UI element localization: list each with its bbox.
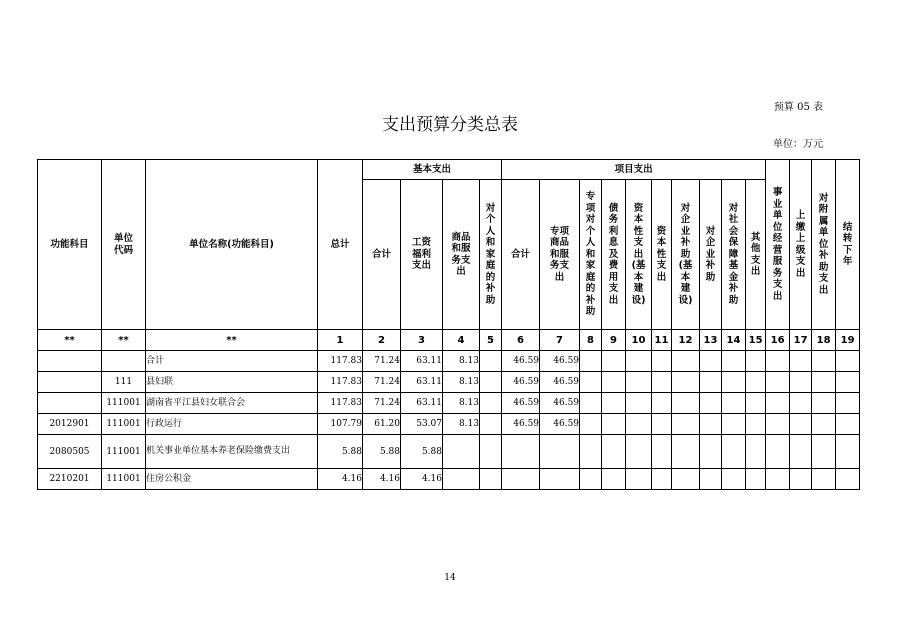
value-cell: 53.07 <box>401 414 443 435</box>
header-business: 事 业 单 位 经 营 服 务 支 出 <box>766 160 790 330</box>
value-cell <box>443 469 480 490</box>
unit-code-cell: 111001 <box>102 469 146 490</box>
value-cell <box>652 351 672 372</box>
value-cell <box>790 469 812 490</box>
header-proj-capital-build: 资 本 性 支 出 (基 本 建 设) <box>626 180 652 330</box>
header-proj-social: 对 社 会 保 障 基 金 补 助 <box>722 180 746 330</box>
unit-code-cell <box>102 351 146 372</box>
value-cell <box>722 372 746 393</box>
value-cell <box>746 372 766 393</box>
unit-code-cell: 111001 <box>102 393 146 414</box>
unit-code-cell: 111 <box>102 372 146 393</box>
column-index-cell: 3 <box>401 330 443 351</box>
value-cell <box>480 414 502 435</box>
value-cell: 61.20 <box>363 414 401 435</box>
value-cell <box>480 351 502 372</box>
value-cell <box>812 393 836 414</box>
column-index-cell: 16 <box>766 330 790 351</box>
value-cell <box>672 372 700 393</box>
header-proj-goods: 专项 商品 和服 务支 出 <box>540 180 580 330</box>
func-code-cell: 2012901 <box>38 414 102 435</box>
value-cell <box>480 469 502 490</box>
value-cell <box>602 435 626 469</box>
value-cell <box>790 414 812 435</box>
value-cell: 46.59 <box>502 372 540 393</box>
column-index-cell: 5 <box>480 330 502 351</box>
column-index-row <box>38 330 860 351</box>
value-cell: 71.24 <box>363 372 401 393</box>
column-index-cell: ** <box>38 330 102 351</box>
form-number: 预算 05 表 <box>773 102 823 113</box>
value-cell: 5.88 <box>363 435 401 469</box>
header-unit-name: 单位名称(功能科目) <box>146 160 318 330</box>
page-number: 14 <box>444 573 456 583</box>
value-cell <box>836 469 860 490</box>
table-row <box>38 351 860 372</box>
column-index-cell: 1 <box>318 330 363 351</box>
value-cell <box>700 351 722 372</box>
header-unit-code: 单位 代码 <box>102 160 146 330</box>
value-cell <box>602 469 626 490</box>
column-index-cell: 8 <box>580 330 602 351</box>
header-basic-wage: 工资 福利 支出 <box>401 180 443 330</box>
unit-code-cell: 111001 <box>102 435 146 469</box>
value-cell: 8.13 <box>443 351 480 372</box>
value-cell <box>790 435 812 469</box>
value-cell: 63.11 <box>401 393 443 414</box>
column-index-cell: 6 <box>502 330 540 351</box>
value-cell <box>812 469 836 490</box>
header-basic-group: 基本支出 <box>363 160 502 180</box>
value-cell <box>812 435 836 469</box>
value-cell <box>602 351 626 372</box>
budget-table <box>37 159 860 490</box>
value-cell: 4.16 <box>401 469 443 490</box>
column-index-cell: 13 <box>700 330 722 351</box>
value-cell <box>790 351 812 372</box>
value-cell <box>836 435 860 469</box>
header-carry-over: 结 转 下 年 <box>836 160 860 330</box>
value-cell <box>790 372 812 393</box>
header-basic-goods: 商品 和服 务支 出 <box>443 180 480 330</box>
value-cell <box>602 393 626 414</box>
page-title: 支出预算分类总表 <box>382 115 518 135</box>
header-pay-up: 上 缴 上 级 支 出 <box>790 160 812 330</box>
value-cell <box>700 435 722 469</box>
unit-code-cell: 111001 <box>102 414 146 435</box>
table-row <box>38 393 860 414</box>
unit-name-cell: 县妇联 <box>146 372 318 393</box>
value-cell <box>672 469 700 490</box>
unit-label: 单位：万元 <box>773 139 823 150</box>
value-cell <box>766 372 790 393</box>
column-index-cell: 14 <box>722 330 746 351</box>
func-code-cell: 2080505 <box>38 435 102 469</box>
column-index-cell: 10 <box>626 330 652 351</box>
value-cell: 63.11 <box>401 351 443 372</box>
value-cell <box>746 435 766 469</box>
value-cell <box>502 469 540 490</box>
column-index-cell: 11 <box>652 330 672 351</box>
value-cell <box>602 372 626 393</box>
header-total: 总计 <box>318 160 363 330</box>
value-cell <box>700 372 722 393</box>
value-cell <box>626 469 652 490</box>
value-cell <box>836 351 860 372</box>
column-index-cell: 12 <box>672 330 700 351</box>
value-cell <box>812 372 836 393</box>
column-index-cell: ** <box>102 330 146 351</box>
value-cell: 71.24 <box>363 393 401 414</box>
header-basic-total: 合计 <box>363 180 401 330</box>
value-cell: 46.59 <box>540 414 580 435</box>
unit-name-cell: 住房公积金 <box>146 469 318 490</box>
header-proj-ent: 对 企 业 补 助 <box>700 180 722 330</box>
value-cell <box>580 393 602 414</box>
header-func-code: 功能科目 <box>38 160 102 330</box>
value-cell <box>443 435 480 469</box>
value-cell <box>672 393 700 414</box>
value-cell <box>746 393 766 414</box>
unit-name-cell: 行政运行 <box>146 414 318 435</box>
value-cell <box>746 414 766 435</box>
value-cell <box>580 414 602 435</box>
value-cell <box>652 414 672 435</box>
header-affiliated: 对 附 属 单 位 补 助 支 出 <box>812 160 836 330</box>
table-row <box>38 435 860 469</box>
column-index-cell: 15 <box>746 330 766 351</box>
value-cell: 117.83 <box>318 372 363 393</box>
value-cell <box>766 469 790 490</box>
func-code-cell <box>38 351 102 372</box>
value-cell <box>836 414 860 435</box>
value-cell <box>722 435 746 469</box>
func-code-cell <box>38 372 102 393</box>
value-cell <box>746 351 766 372</box>
unit-name-cell: 湖南省平江县妇女联合会 <box>146 393 318 414</box>
value-cell <box>700 414 722 435</box>
column-index-cell: 17 <box>790 330 812 351</box>
value-cell <box>480 435 502 469</box>
value-cell: 117.83 <box>318 351 363 372</box>
value-cell <box>580 469 602 490</box>
value-cell <box>626 372 652 393</box>
header-proj-other: 其 他 支 出 <box>746 180 766 330</box>
value-cell <box>722 393 746 414</box>
value-cell: 8.13 <box>443 414 480 435</box>
value-cell: 107.79 <box>318 414 363 435</box>
value-cell <box>580 372 602 393</box>
value-cell <box>700 393 722 414</box>
value-cell: 46.59 <box>502 414 540 435</box>
value-cell <box>652 435 672 469</box>
column-index-cell: 19 <box>836 330 860 351</box>
value-cell: 46.59 <box>502 393 540 414</box>
value-cell <box>626 351 652 372</box>
unit-name-cell: 机关事业单位基本养老保险缴费支出 <box>146 435 318 469</box>
value-cell <box>812 351 836 372</box>
header-basic-personal: 对 个 人 和 家 庭 的 补 助 <box>480 180 502 330</box>
value-cell <box>580 435 602 469</box>
value-cell <box>626 414 652 435</box>
value-cell: 117.83 <box>318 393 363 414</box>
value-cell <box>790 393 812 414</box>
column-index-cell: 7 <box>540 330 580 351</box>
value-cell <box>602 414 626 435</box>
value-cell <box>836 372 860 393</box>
value-cell <box>766 414 790 435</box>
value-cell <box>672 351 700 372</box>
header-proj-personal: 专 项 对 个 人 和 家 庭 的 补 助 <box>580 180 602 330</box>
value-cell <box>652 469 672 490</box>
column-index-cell: 18 <box>812 330 836 351</box>
table-row <box>38 469 860 490</box>
value-cell: 4.16 <box>318 469 363 490</box>
value-cell: 46.59 <box>540 393 580 414</box>
header-proj-total: 合计 <box>502 180 540 330</box>
value-cell <box>540 469 580 490</box>
value-cell <box>722 469 746 490</box>
value-cell <box>766 393 790 414</box>
value-cell: 8.13 <box>443 393 480 414</box>
header-project-group: 项目支出 <box>502 160 766 180</box>
value-cell <box>480 372 502 393</box>
unit-name-cell: 合计 <box>146 351 318 372</box>
func-code-cell <box>38 393 102 414</box>
value-cell <box>722 351 746 372</box>
value-cell <box>766 351 790 372</box>
value-cell <box>626 435 652 469</box>
column-index-cell: 2 <box>363 330 401 351</box>
value-cell <box>746 469 766 490</box>
column-index-cell: 4 <box>443 330 480 351</box>
value-cell: 5.88 <box>401 435 443 469</box>
value-cell <box>540 435 580 469</box>
value-cell <box>836 393 860 414</box>
table-row <box>38 372 860 393</box>
value-cell <box>652 372 672 393</box>
data-rows <box>38 351 860 490</box>
value-cell <box>580 351 602 372</box>
value-cell: 4.16 <box>363 469 401 490</box>
value-cell <box>672 414 700 435</box>
header-proj-capital: 资 本 性 支 出 <box>652 180 672 330</box>
header-proj-debt: 债 务 利 息 及 费 用 支 出 <box>602 180 626 330</box>
value-cell <box>652 393 672 414</box>
value-cell: 63.11 <box>401 372 443 393</box>
value-cell <box>700 469 722 490</box>
value-cell <box>480 393 502 414</box>
func-code-cell: 2210201 <box>38 469 102 490</box>
column-index-cell: ** <box>146 330 318 351</box>
value-cell <box>812 414 836 435</box>
value-cell: 71.24 <box>363 351 401 372</box>
column-index-cell: 9 <box>602 330 626 351</box>
value-cell: 46.59 <box>502 351 540 372</box>
table-row <box>38 414 860 435</box>
value-cell <box>722 414 746 435</box>
header-proj-ent-build: 对 企 业 补 助 (基 本 建 设) <box>672 180 700 330</box>
value-cell <box>766 435 790 469</box>
value-cell: 46.59 <box>540 372 580 393</box>
value-cell: 8.13 <box>443 372 480 393</box>
value-cell <box>672 435 700 469</box>
value-cell: 46.59 <box>540 351 580 372</box>
value-cell: 5.88 <box>318 435 363 469</box>
value-cell <box>502 435 540 469</box>
value-cell <box>626 393 652 414</box>
